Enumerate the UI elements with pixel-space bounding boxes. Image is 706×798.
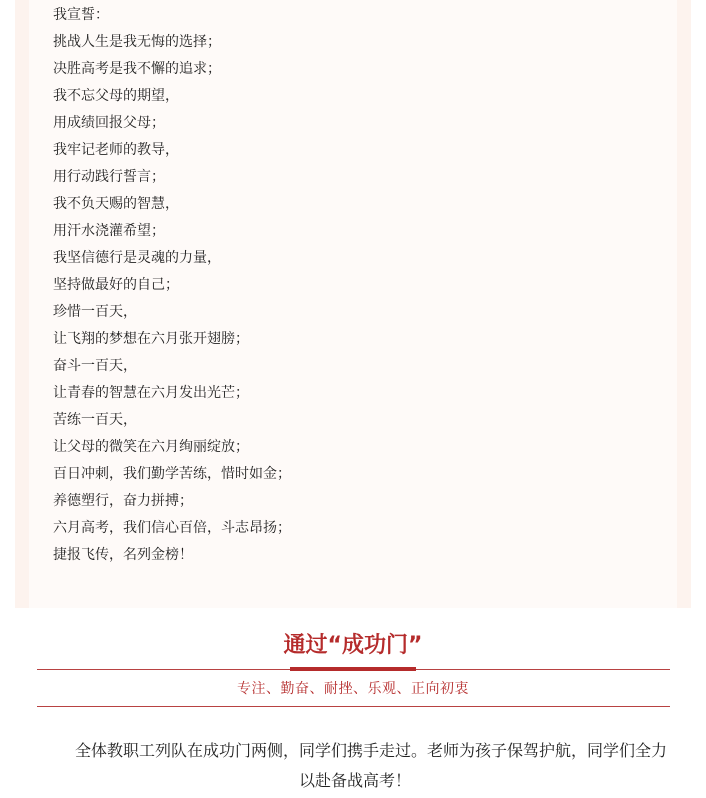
pledge-line: 坚持做最好的自己；	[53, 277, 179, 293]
pledge-line: 我宣誓：	[53, 7, 109, 23]
pledge-line: 珍惜一百天，	[53, 304, 137, 320]
section-motto: 专注、勤奋、耐挫、乐观、正向初衷	[237, 681, 469, 697]
pledge-line: 让青春的智慧在六月发出光芒；	[53, 385, 249, 401]
pledge-line: 捷报飞传，名列金榜！	[53, 547, 193, 563]
pledge-line: 养德塑行，奋力拼搏；	[53, 493, 193, 509]
section-paragraph: 全体教职工列队在成功门两侧，同学们携手走过。老师为孩子保驾护航，同学们全力以赴备战高考！	[74, 741, 667, 790]
pledge-line: 挑战人生是我无悔的选择；	[53, 34, 221, 50]
title-divider-bottom	[37, 706, 670, 707]
pledge-line: 让飞翔的梦想在六月张开翅膀；	[53, 331, 249, 347]
pledge-line: 决胜高考是我不懈的追求；	[53, 61, 221, 77]
pledge-line: 百日冲刺，我们勤学苦练，惜时如金；	[53, 466, 291, 482]
pledge-line: 苦练一百天，	[53, 412, 137, 428]
pledge-line: 奋斗一百天，	[53, 358, 137, 374]
pledge-line: 用成绩回报父母；	[53, 115, 165, 131]
pledge-line: 六月高考，我们信心百倍，斗志昂扬；	[53, 520, 291, 536]
pledge-line: 让父母的微笑在六月绚丽绽放；	[53, 439, 249, 455]
pledge-line: 我坚信德行是灵魂的力量，	[53, 250, 221, 266]
pledge-line: 我不负天赐的智慧，	[53, 196, 179, 212]
title-divider-accent	[290, 667, 416, 671]
pledge-line: 我牢记老师的教导，	[53, 142, 179, 158]
pledge-line: 用行动践行誓言；	[53, 169, 165, 185]
pledge-line: 我不忘父母的期望，	[53, 88, 179, 104]
section-title: 通过“成功门”	[283, 633, 423, 658]
pledge-lines	[53, 2, 291, 569]
pledge-line: 用汗水浇灌希望；	[53, 223, 165, 239]
pledge-box	[15, 0, 691, 608]
